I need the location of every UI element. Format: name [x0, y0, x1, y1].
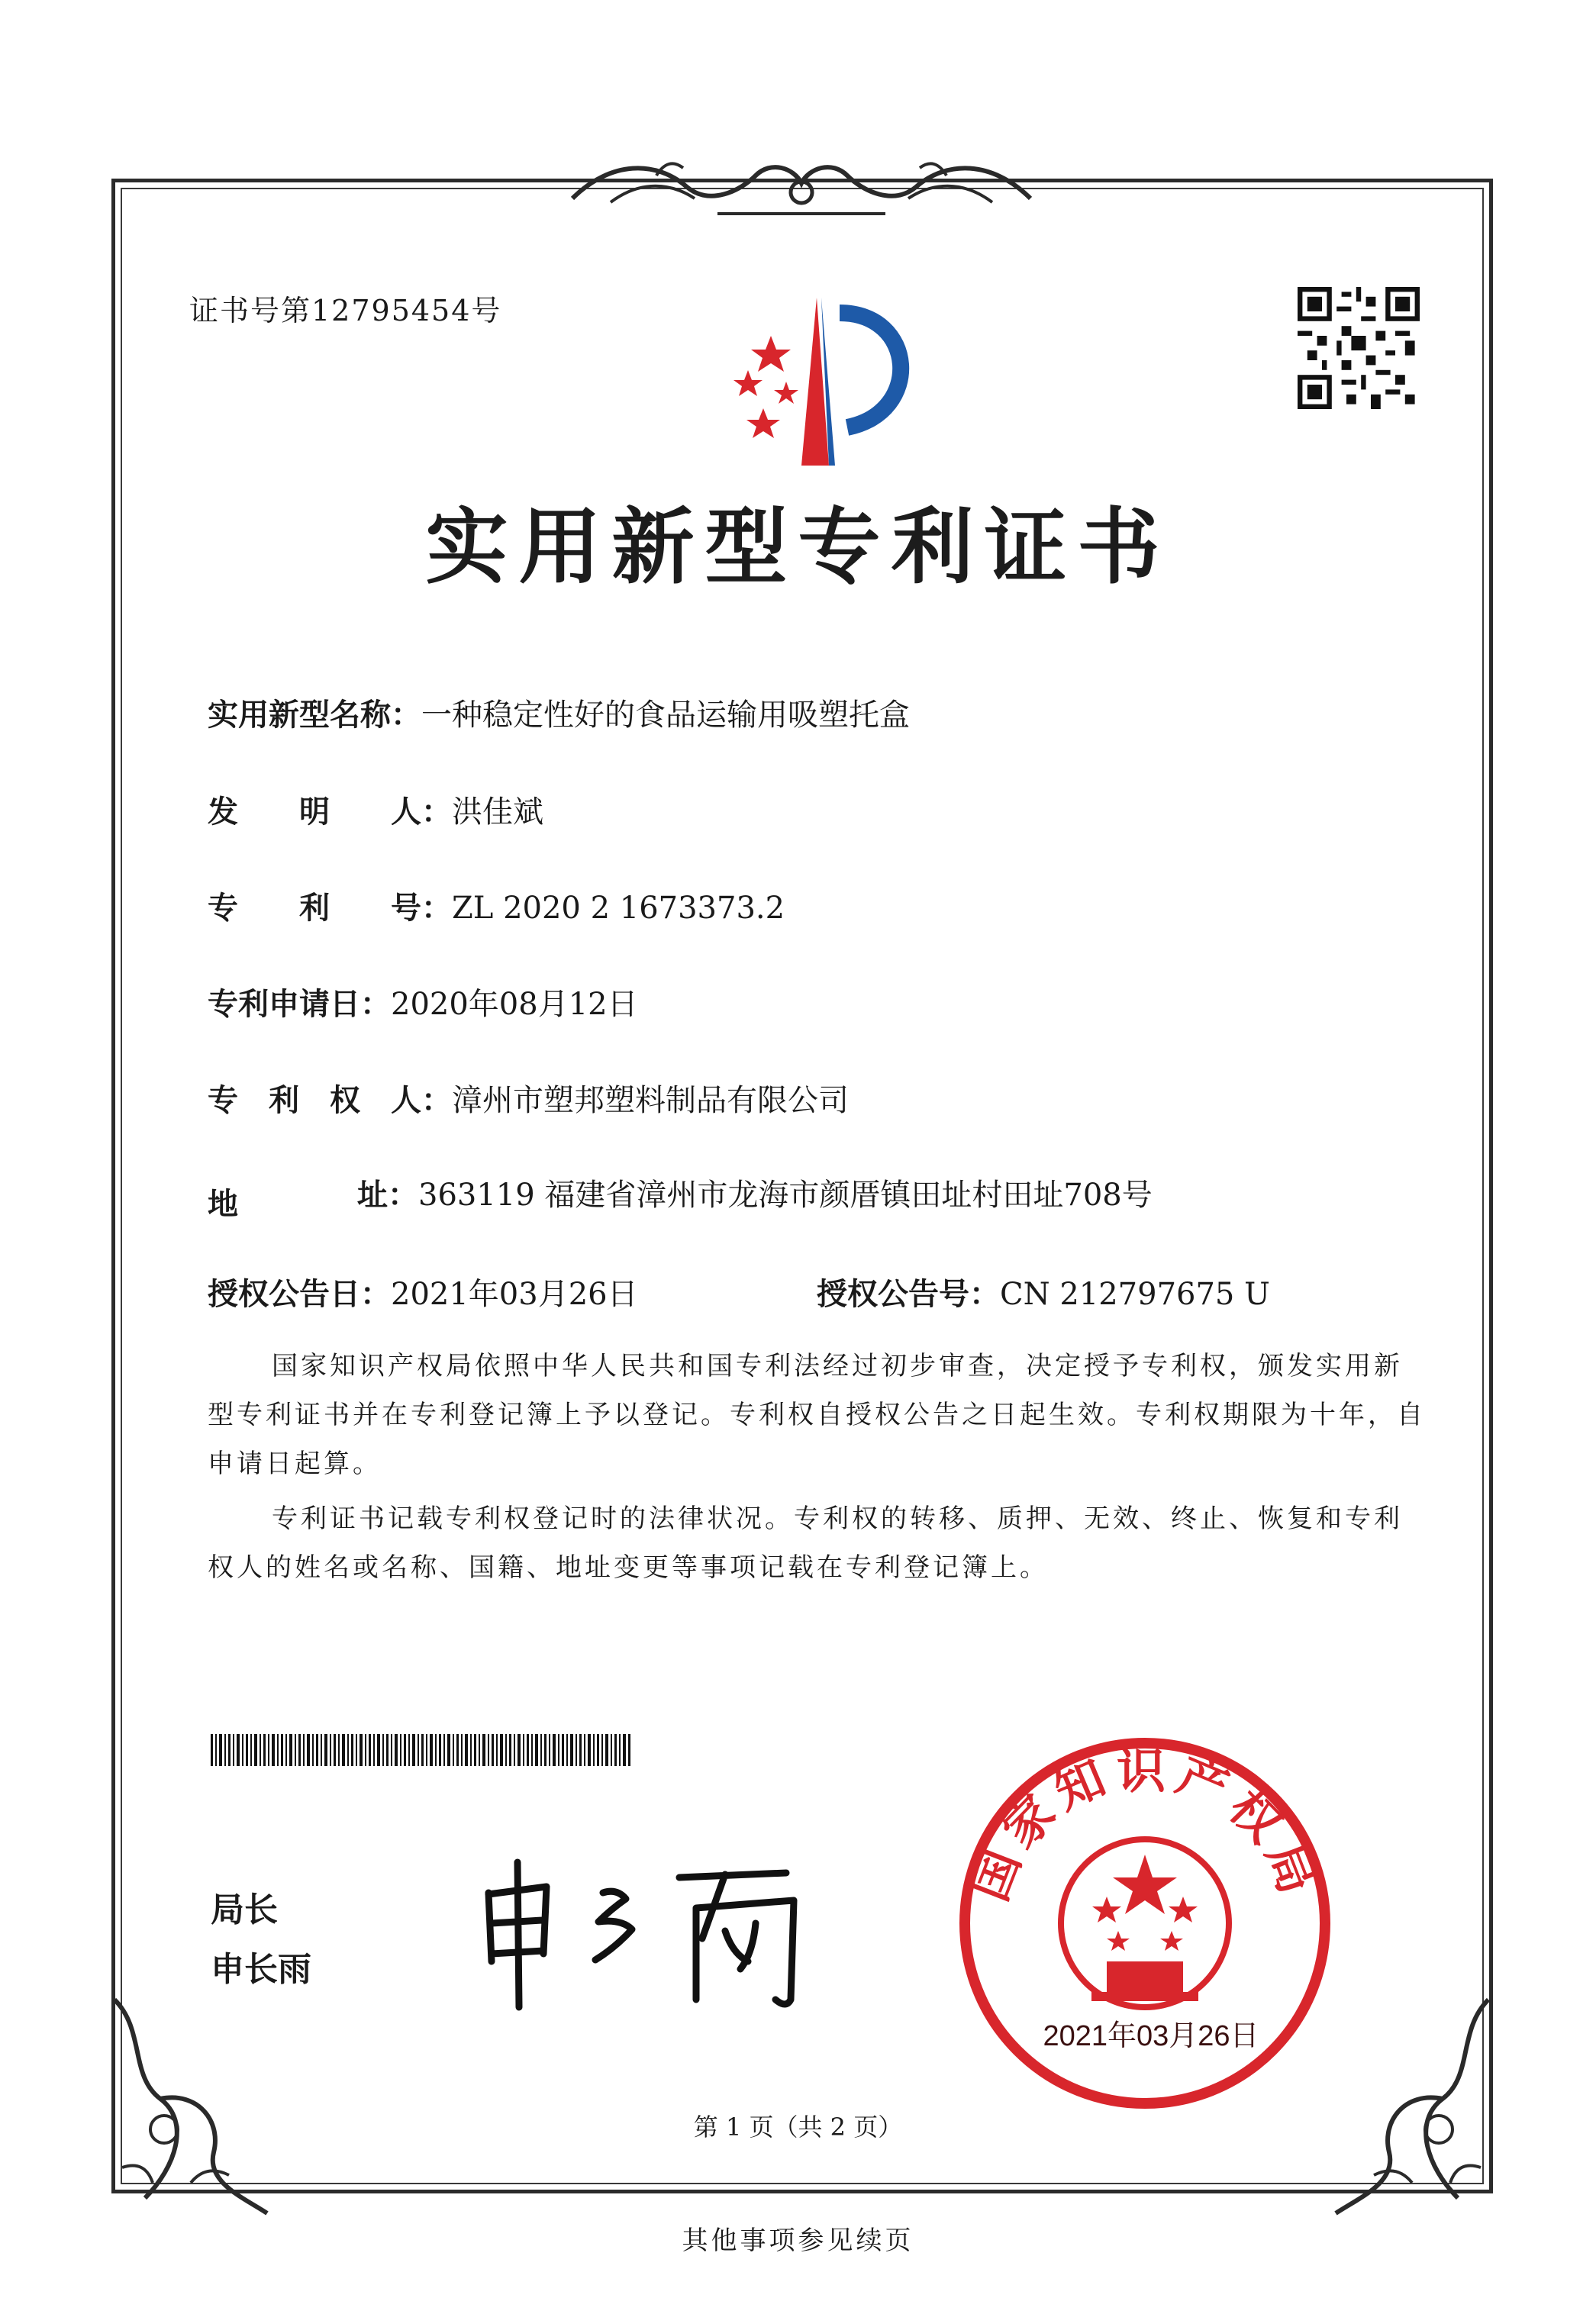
field-utility-model-name	[208, 691, 910, 734]
director-name: 申长雨	[211, 1950, 311, 1989]
bottom-right-ornament-icon	[1320, 1984, 1504, 2229]
director-title: 局长	[211, 1890, 278, 1929]
field-label: 专 利 号：	[208, 890, 452, 926]
barcode-icon	[211, 1734, 630, 1766]
field-grant-number	[817, 1270, 1270, 1313]
field-value: 2021年03月26日	[391, 1277, 638, 1312]
qr-code-icon	[1298, 287, 1420, 409]
field-inventor	[208, 788, 543, 831]
field-patent-number	[208, 884, 785, 927]
field-value: 一种稳定性好的食品运输用吸塑托盒	[421, 698, 910, 733]
field-label: 专 利 权 人：	[208, 1082, 452, 1118]
field-application-date	[208, 980, 638, 1023]
legal-paragraph-1: 国家知识产权局依照中华人民共和国专利法经过初步审查，决定授予专利权，颁发实用新型专利证书并在专利登记簿上予以登记。专利权自授权公告之日起生效。专利权期限为十年，自申请日起算。	[208, 1351, 1426, 1479]
cnipa-logo-icon	[672, 282, 931, 481]
field-patentee	[208, 1076, 849, 1120]
handwritten-signature-icon	[473, 1847, 824, 2015]
certificate-number: 证书号第12795454号	[189, 294, 502, 327]
field-address	[208, 1180, 238, 1223]
svg-text:国家知识产权局: 国家知识产权局	[962, 1743, 1328, 1909]
field-value: CN 212797675 U	[1000, 1277, 1270, 1312]
field-value: 2020年08月12日	[391, 987, 638, 1022]
field-label: 址：	[357, 1177, 418, 1213]
field-label-left: 地	[208, 1186, 238, 1222]
field-label: 实用新型名称：	[208, 697, 421, 733]
field-value: 漳州市塑邦塑料制品有限公司	[452, 1083, 849, 1118]
top-ornament-icon	[565, 145, 1038, 221]
field-value: ZL 2020 2 1673373.2	[452, 891, 785, 926]
field-value: 363119 福建省漳州市龙海市颜厝镇田址村田址708号	[418, 1178, 1153, 1213]
certificate-title: 实用新型专利证书	[425, 500, 1171, 595]
seal-date: 2021年03月26日	[1043, 2020, 1259, 2052]
field-label: 授权公告号：	[817, 1276, 1000, 1312]
footer-note: 其他事项参见续页	[682, 2225, 914, 2256]
bottom-left-ornament-icon	[99, 1984, 282, 2229]
field-label: 发 明 人：	[208, 794, 452, 830]
field-value: 洪佳斌	[452, 794, 543, 830]
official-seal-icon	[954, 1732, 1336, 2114]
legal-paragraph-2: 专利证书记载专利权登记时的法律状况。专利权的转移、质押、无效、终止、恢复和专利权人的姓名或名称、国籍、地址变更等事项记载在专利登记簿上。	[208, 1504, 1403, 1583]
field-grant-date	[208, 1270, 638, 1313]
field-label: 授权公告日：	[208, 1276, 391, 1312]
field-label: 专利申请日：	[208, 986, 391, 1022]
page-number: 第 1 页（共 2 页）	[693, 2113, 903, 2142]
field-address-value	[357, 1171, 1153, 1214]
